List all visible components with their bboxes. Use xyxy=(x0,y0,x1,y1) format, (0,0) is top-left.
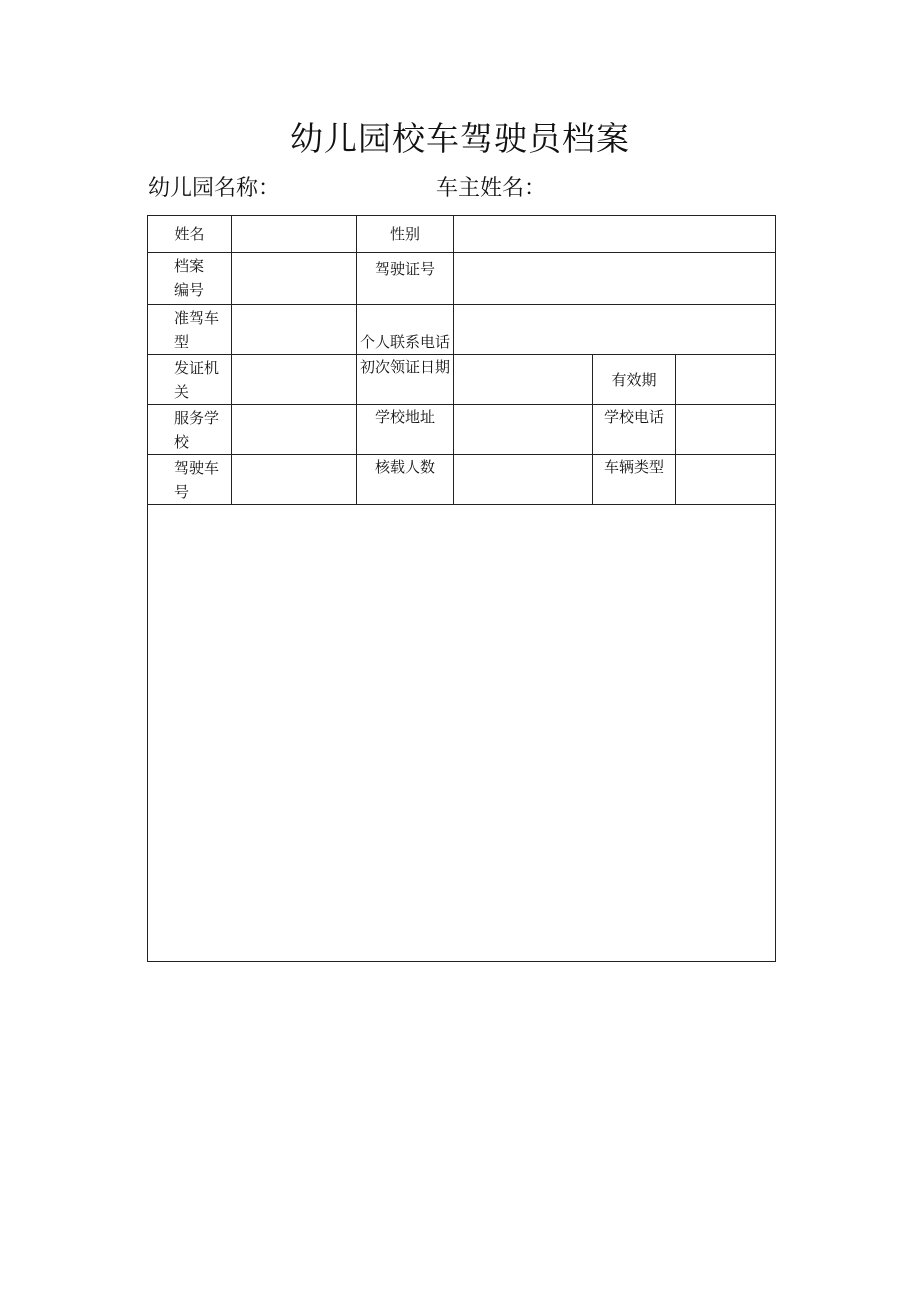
gender-value-field[interactable] xyxy=(454,216,776,253)
gender-label-cell xyxy=(357,216,454,253)
gender-label: 性别 xyxy=(389,225,420,243)
capacity-value-field[interactable] xyxy=(454,455,593,505)
name-value-field[interactable] xyxy=(232,216,357,253)
school-value-field[interactable] xyxy=(232,405,357,455)
first-issue-date-label: 初次领证日期 xyxy=(359,358,450,376)
vehicle-class-value-field[interactable] xyxy=(232,305,357,355)
capacity-label: 核载人数 xyxy=(374,458,435,476)
issuer-label-cell xyxy=(148,355,232,405)
plate-label-cell xyxy=(148,455,232,505)
school-label-line1: 服务学 xyxy=(174,409,220,427)
issuer-label-line2: 关 xyxy=(174,383,190,401)
form-row-plate xyxy=(148,455,776,505)
issuer-label-line1: 发证机 xyxy=(174,359,220,377)
form-row-notes xyxy=(148,505,776,962)
phone-value-field[interactable] xyxy=(454,305,776,355)
vehicle-class-label-line1: 准驾车 xyxy=(174,309,220,327)
school-address-label-cell xyxy=(357,405,454,455)
school-phone-value-field[interactable] xyxy=(676,405,776,455)
validity-label: 有效期 xyxy=(611,370,657,389)
form-row-vehicle-class xyxy=(148,305,776,355)
validity-value-field[interactable] xyxy=(676,355,776,405)
plate-label-line2: 号 xyxy=(174,483,190,501)
first-issue-date-value-field[interactable] xyxy=(454,355,593,405)
page-title: 幼儿园校车驾驶员档案 xyxy=(290,119,630,158)
vehicle-type-label-cell xyxy=(593,455,676,505)
issuer-value-field[interactable] xyxy=(232,355,357,405)
school-phone-label-cell xyxy=(593,405,676,455)
plate-label-line1: 驾驶车 xyxy=(174,459,220,477)
name-label: 姓名 xyxy=(174,225,205,243)
driver-record-form xyxy=(147,215,776,962)
kindergarten-name-label: 幼儿园名称： xyxy=(148,176,281,201)
school-address-value-field[interactable] xyxy=(454,405,593,455)
form-row-issuer xyxy=(148,355,776,405)
validity-label-cell xyxy=(593,355,676,405)
file-no-label-line1: 档案 xyxy=(174,257,205,275)
file-no-label-line2: 编号 xyxy=(174,281,205,299)
file-no-label-cell xyxy=(148,253,232,305)
notes-area[interactable] xyxy=(148,505,776,962)
school-label-line2: 校 xyxy=(174,433,190,451)
vehicle-type-label: 车辆类型 xyxy=(603,458,664,476)
license-no-label: 驾驶证号 xyxy=(374,260,435,278)
phone-label: 个人联系电话 xyxy=(359,333,450,351)
school-address-label: 学校地址 xyxy=(374,408,435,426)
vehicle-type-value-field[interactable] xyxy=(676,455,776,505)
plate-value-field[interactable] xyxy=(232,455,357,505)
license-no-value-field[interactable] xyxy=(454,253,776,305)
school-label-cell xyxy=(148,405,232,455)
first-issue-date-label-cell xyxy=(357,355,454,405)
file-no-value-field[interactable] xyxy=(232,253,357,305)
form-row-file-no xyxy=(148,253,776,305)
vehicle-class-label-line2: 型 xyxy=(174,333,190,351)
form-row-school xyxy=(148,405,776,455)
capacity-label-cell xyxy=(357,455,454,505)
owner-name-label: 车主姓名： xyxy=(436,176,547,201)
license-no-label-cell xyxy=(357,253,454,305)
form-row-name xyxy=(148,216,776,253)
vehicle-class-label-cell xyxy=(148,305,232,355)
school-phone-label: 学校电话 xyxy=(603,408,664,426)
phone-label-cell xyxy=(357,305,454,355)
name-label-cell xyxy=(148,216,232,253)
